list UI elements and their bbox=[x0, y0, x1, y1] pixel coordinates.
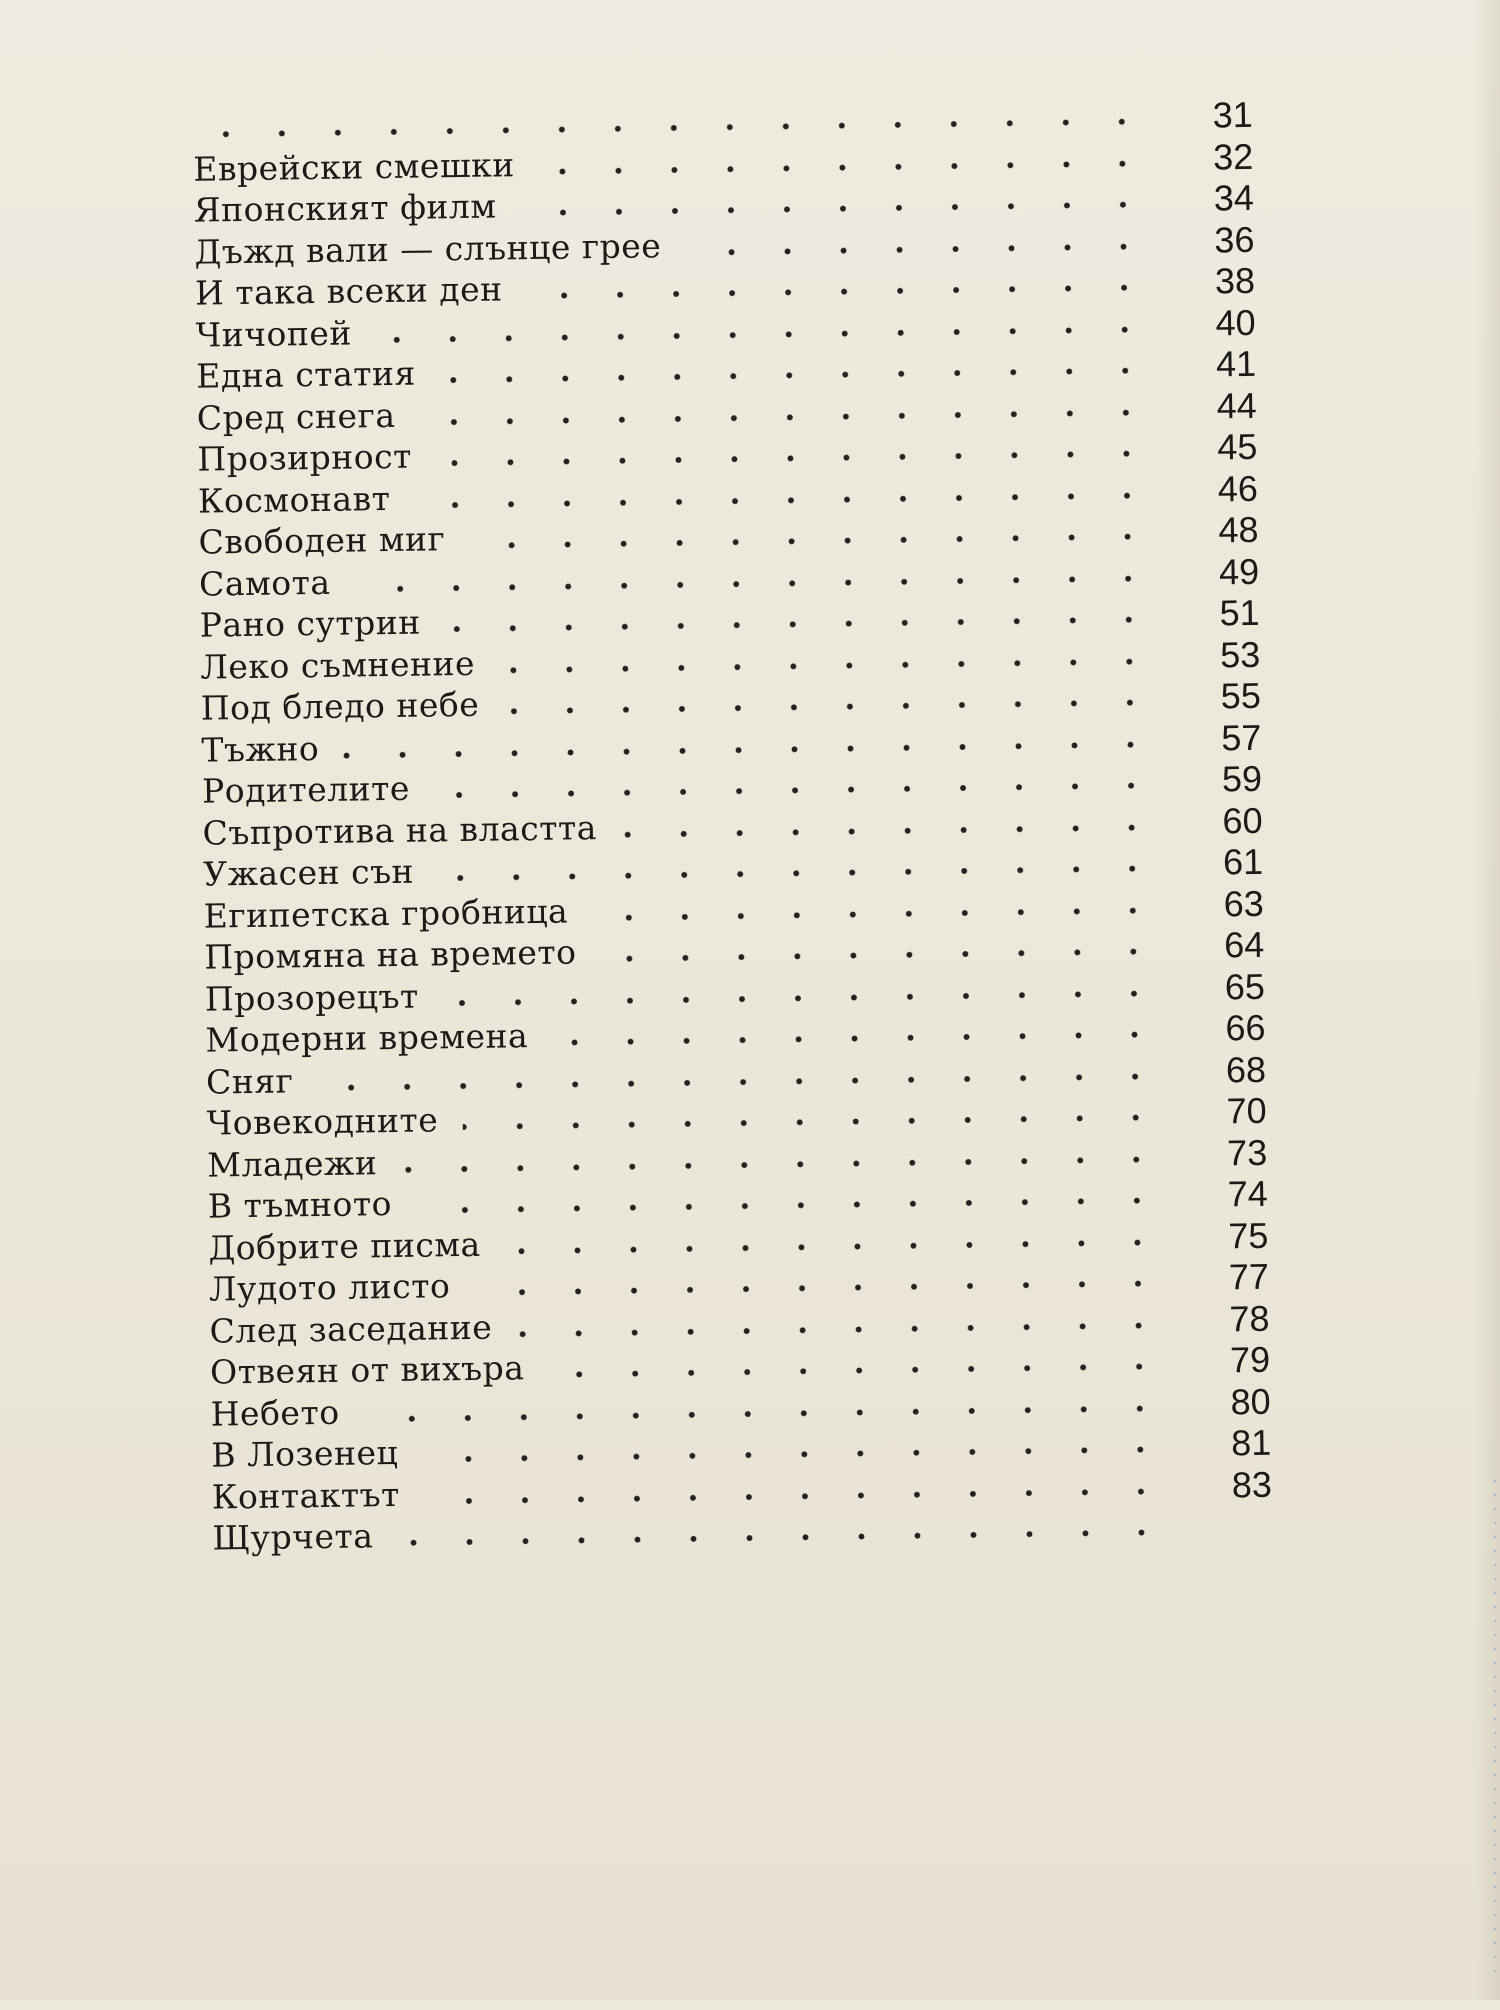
toc-entry-title: Небето bbox=[210, 1392, 340, 1434]
toc-entry-page-number: 78 bbox=[1229, 1297, 1270, 1339]
toc-entry-title: В Лозенец bbox=[211, 1432, 399, 1475]
toc-entry-title: Самота bbox=[198, 562, 331, 604]
toc-entry-page-number: 81 bbox=[1230, 1421, 1272, 1464]
toc-entry-page-number: 48 bbox=[1218, 508, 1259, 551]
toc-entry-title: Прозорецът bbox=[204, 976, 419, 1019]
toc-entry-title: Контактът bbox=[211, 1474, 401, 1517]
toc-entry-title: Добрите писма bbox=[208, 1224, 481, 1268]
toc-entry-page-number: 31 bbox=[1212, 93, 1253, 136]
toc-entry-title: Щурчета bbox=[212, 1516, 374, 1558]
toc-entry-page-number: 77 bbox=[1228, 1255, 1270, 1298]
toc-entry-title: Тъжно bbox=[201, 728, 320, 770]
toc-entry-title: Под бледо небе bbox=[200, 684, 480, 728]
toc-entry-page-number: 46 bbox=[1217, 467, 1259, 509]
toc-entry-page-number: 80 bbox=[1230, 1380, 1271, 1422]
toc-entry-page-number: 63 bbox=[1223, 882, 1264, 924]
toc-entry-title: Съпротива на властта bbox=[202, 807, 598, 853]
toc-entry-title: Еврейски смешки bbox=[193, 144, 515, 189]
toc-dot-leader bbox=[600, 946, 1184, 964]
toc-entry-page-number: 70 bbox=[1226, 1089, 1267, 1132]
toc-entry-title: И така всеки ден bbox=[194, 269, 503, 313]
toc-entry-title: След заседание bbox=[209, 1307, 493, 1351]
toc-entry-page-number: 53 bbox=[1219, 633, 1261, 675]
toc-entry-page-number: 61 bbox=[1222, 840, 1264, 883]
toc-entry-page-number: 64 bbox=[1223, 923, 1265, 966]
toc-entry-page-number: 45 bbox=[1216, 425, 1258, 468]
toc-entry-page-number: 74 bbox=[1227, 1172, 1269, 1215]
toc-entry-page-number: 32 bbox=[1212, 135, 1254, 177]
toc-entry-page-number: 79 bbox=[1229, 1338, 1271, 1381]
toc-entry-page-number: 38 bbox=[1214, 259, 1256, 302]
toc-entry-title: Чичопей bbox=[195, 312, 353, 355]
toc-entry-page-number: 34 bbox=[1213, 176, 1255, 219]
toc-entry-page-number: 57 bbox=[1221, 716, 1262, 758]
toc-entry-page-number bbox=[1203, 1548, 1273, 1549]
toc-entry-page-number: 51 bbox=[1219, 591, 1260, 634]
toc-entry-page-number: 66 bbox=[1225, 1006, 1266, 1049]
toc-entry-page-number: 65 bbox=[1224, 965, 1266, 1007]
toc-entry-page-number: 41 bbox=[1215, 342, 1257, 385]
toc-entry-title: Родителите bbox=[201, 768, 411, 811]
toc-entry-page-number: 49 bbox=[1218, 550, 1260, 592]
toc-entry-page-number: 60 bbox=[1222, 799, 1263, 841]
toc-entry-title: Промяна на времето bbox=[204, 932, 577, 977]
toc-entry-title: Прозирност bbox=[197, 436, 413, 479]
toc-entry-title: Леко съмнение bbox=[200, 643, 476, 687]
toc-entry-page-number: 68 bbox=[1225, 1048, 1267, 1090]
toc-entry-page-number: 75 bbox=[1227, 1214, 1269, 1256]
toc-entry-title: Лудото листо bbox=[208, 1266, 451, 1309]
toc-entry-page-number: 83 bbox=[1231, 1463, 1273, 1505]
toc-entry-title: Японският филм bbox=[193, 186, 497, 230]
toc-entry-title: Младежи bbox=[206, 1142, 378, 1185]
toc-entry-page-number: 44 bbox=[1216, 384, 1258, 426]
toc-dot-leader bbox=[397, 1527, 1192, 1548]
toc-entry-title: Египетска гробница bbox=[203, 891, 569, 936]
toc-entry-title: Ужасен сън bbox=[202, 851, 415, 894]
toc-dot-leader bbox=[592, 904, 1184, 922]
toc-dot-leader bbox=[685, 240, 1174, 257]
toc-entry-page-number: 55 bbox=[1220, 674, 1262, 717]
toc-entry-title: Човекодните bbox=[206, 1100, 439, 1143]
toc-entry-page-number: 59 bbox=[1221, 757, 1263, 800]
toc-entry-page-number: 73 bbox=[1226, 1131, 1268, 1173]
toc-entry-title: Дъжд вали — слънце грее bbox=[194, 225, 662, 272]
toc-entry-page-number: 40 bbox=[1215, 301, 1256, 343]
toc-entry-title: Модерни времена bbox=[205, 1016, 529, 1060]
toc-entry-title: Свободен миг bbox=[198, 519, 446, 562]
toc-entry-title: Една статия bbox=[195, 353, 417, 396]
toc-dot-leader bbox=[621, 821, 1183, 839]
toc-entry-page-number: 36 bbox=[1214, 218, 1255, 260]
toc-entry-title: Отвеян от вихъра bbox=[209, 1348, 525, 1392]
toc-entry-title: Сняг bbox=[205, 1060, 294, 1102]
toc-entry-title: Сред снега bbox=[196, 395, 396, 438]
toc-entry-title: Рано сутрин bbox=[199, 602, 421, 645]
toc-entry-title: Космонавт bbox=[197, 478, 391, 521]
toc-entry-title: В тъмното bbox=[207, 1184, 393, 1226]
